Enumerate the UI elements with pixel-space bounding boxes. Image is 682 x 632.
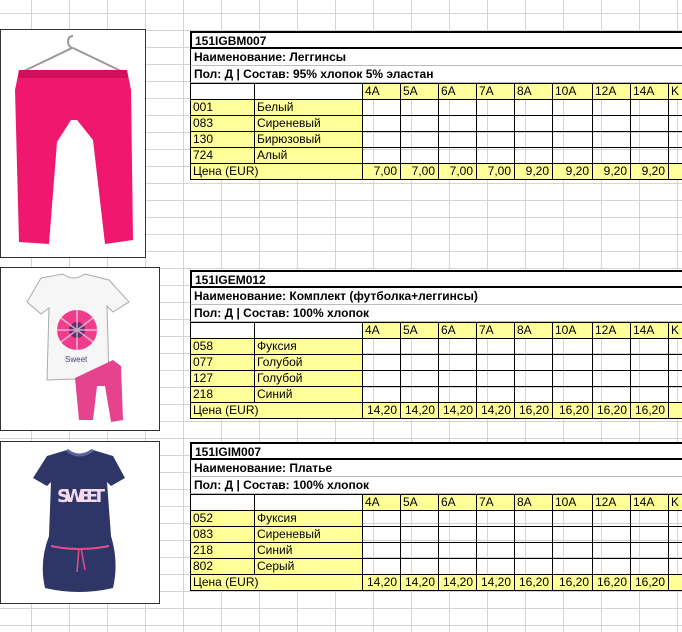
price-cell: 16,20 (553, 403, 593, 419)
size-cell: 8A (515, 323, 553, 339)
color-name: Фуксия (255, 339, 363, 355)
color-row (191, 116, 682, 132)
size-cell: 8A (515, 495, 553, 511)
price-cell: 14,20 (363, 403, 401, 419)
size-cell: 14A (631, 84, 669, 100)
color-name: Серый (255, 559, 363, 575)
size-cell: 10A (553, 495, 593, 511)
product-info: Пол: Д | Состав: 95% хлопок 5% эластан (190, 66, 682, 83)
leggings-photo (0, 29, 146, 258)
color-name: Голубой (255, 371, 363, 387)
price-label: Цена (EUR) (191, 164, 363, 180)
price-cell (669, 164, 682, 180)
price-cell: 7,00 (439, 164, 477, 180)
color-name: Фуксия (255, 511, 363, 527)
size-cell: 5A (401, 84, 439, 100)
product-name: Наименование: Комплект (футболка+леггинсы) (190, 288, 682, 305)
color-name: Сиреневый (255, 116, 363, 132)
price-label: Цена (EUR) (191, 575, 363, 591)
price-cell: 14,20 (363, 575, 401, 591)
product-name: Наименование: Платье (190, 460, 682, 477)
color-code: 058 (191, 339, 255, 355)
size-cell: 7A (477, 495, 515, 511)
price-cell: 9,20 (553, 164, 593, 180)
color-row (191, 371, 682, 387)
color-code: 052 (191, 511, 255, 527)
size-cell: 10A (553, 84, 593, 100)
price-cell: 16,20 (631, 575, 669, 591)
color-row (191, 527, 682, 543)
size-cell: 6A (439, 323, 477, 339)
color-code: 083 (191, 116, 255, 132)
dress-photo (0, 441, 160, 604)
color-row (191, 387, 682, 403)
color-name: Бирюзовый (255, 132, 363, 148)
price-cell: 16,20 (593, 575, 631, 591)
color-name: Синий (255, 543, 363, 559)
size-row (191, 323, 682, 339)
color-row (191, 511, 682, 527)
size-cell: 5A (401, 323, 439, 339)
size-cell: 4A (363, 84, 401, 100)
price-cell: 14,20 (477, 575, 515, 591)
size-cell: 7A (477, 84, 515, 100)
color-name: Синий (255, 387, 363, 403)
price-cell: 7,00 (363, 164, 401, 180)
size-cell: 5A (401, 495, 439, 511)
product-code: 151IGBM007 (190, 31, 682, 49)
size-table (190, 83, 682, 180)
price-cell (669, 403, 682, 419)
product-info: Пол: Д | Состав: 100% хлопок (190, 477, 682, 494)
tshirt-leggings-set-photo (0, 267, 160, 431)
svg-text:SWEET: SWEET (57, 486, 105, 507)
price-cell (669, 575, 682, 591)
price-cell: 14,20 (401, 575, 439, 591)
color-code: 127 (191, 371, 255, 387)
color-row (191, 355, 682, 371)
price-cell: 14,20 (477, 403, 515, 419)
product-block-3 (190, 442, 682, 591)
size-cell: K (669, 323, 682, 339)
price-cell: 9,20 (515, 164, 553, 180)
price-cell: 16,20 (515, 403, 553, 419)
product-code: 151IGEM012 (190, 270, 682, 288)
color-name: Алый (255, 148, 363, 164)
product-block-2 (190, 270, 682, 419)
color-code: 218 (191, 543, 255, 559)
price-cell: 9,20 (631, 164, 669, 180)
price-cell: 16,20 (553, 575, 593, 591)
color-row (191, 543, 682, 559)
color-row (191, 148, 682, 164)
size-cell: 12A (593, 323, 631, 339)
size-cell: K (669, 84, 682, 100)
price-cell: 14,20 (439, 575, 477, 591)
color-row (191, 132, 682, 148)
size-cell: K (669, 495, 682, 511)
price-cell: 14,20 (401, 403, 439, 419)
color-name: Голубой (255, 355, 363, 371)
product-info: Пол: Д | Состав: 100% хлопок (190, 305, 682, 322)
size-cell: 7A (477, 323, 515, 339)
dress-icon (1, 442, 159, 603)
price-cell: 16,20 (631, 403, 669, 419)
price-cell: 9,20 (593, 164, 631, 180)
price-cell: 7,00 (477, 164, 515, 180)
size-cell: 4A (363, 323, 401, 339)
size-cell: 8A (515, 84, 553, 100)
price-label: Цена (EUR) (191, 403, 363, 419)
color-row (191, 339, 682, 355)
color-name: Белый (255, 100, 363, 116)
size-row (191, 84, 682, 100)
size-cell: 6A (439, 495, 477, 511)
price-cell: 16,20 (593, 403, 631, 419)
size-cell: 12A (593, 84, 631, 100)
size-row (191, 495, 682, 511)
size-table (190, 322, 682, 419)
svg-text:Sweet: Sweet (65, 355, 88, 364)
color-code: 130 (191, 132, 255, 148)
price-row (191, 403, 682, 419)
leggings-icon (1, 30, 145, 257)
size-cell: 6A (439, 84, 477, 100)
color-code: 724 (191, 148, 255, 164)
price-cell: 7,00 (401, 164, 439, 180)
color-row (191, 100, 682, 116)
size-cell: 4A (363, 495, 401, 511)
product-block-1 (190, 31, 682, 180)
color-code: 001 (191, 100, 255, 116)
color-code: 218 (191, 387, 255, 403)
size-table (190, 494, 682, 591)
product-name: Наименование: Леггинсы (190, 49, 682, 66)
size-cell: 12A (593, 495, 631, 511)
color-name: Сиреневый (255, 527, 363, 543)
color-code: 802 (191, 559, 255, 575)
size-cell: 14A (631, 495, 669, 511)
color-code: 083 (191, 527, 255, 543)
product-code: 151IGIM007 (190, 442, 682, 460)
tshirt-set-icon (1, 268, 159, 430)
price-row (191, 164, 682, 180)
price-cell: 16,20 (515, 575, 553, 591)
price-cell: 14,20 (439, 403, 477, 419)
color-code: 077 (191, 355, 255, 371)
size-cell: 14A (631, 323, 669, 339)
price-row (191, 575, 682, 591)
color-row (191, 559, 682, 575)
size-cell: 10A (553, 323, 593, 339)
